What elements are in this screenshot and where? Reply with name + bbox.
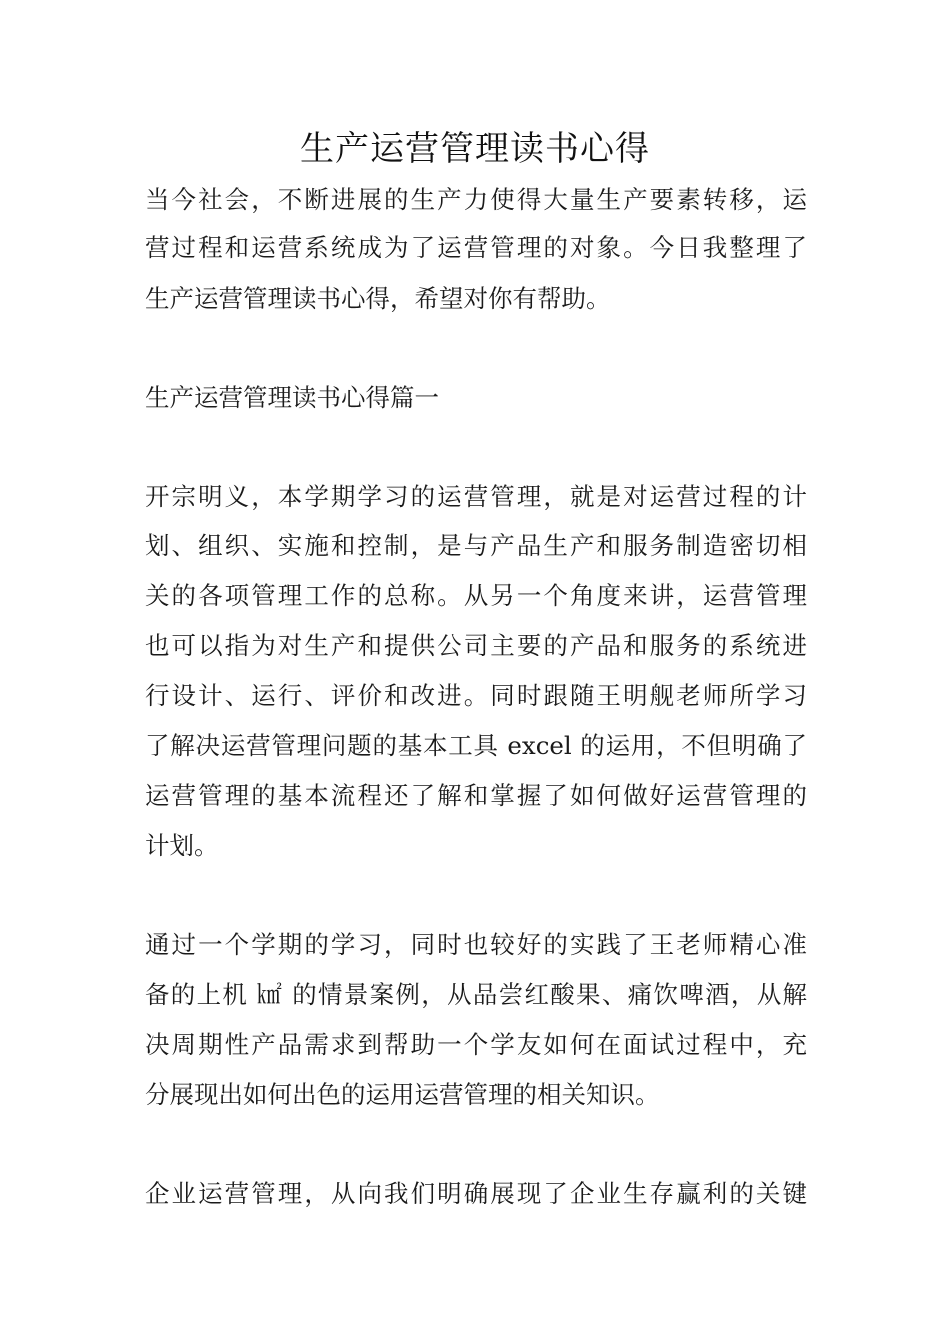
paragraph1-line-7: 运营管理的基本流程还了解和掌握了如何做好运营管理的	[145, 781, 807, 810]
paragraph1-line-3: 关的各项管理工作的总称。从另一个角度来讲，运营管理	[145, 581, 807, 610]
intro-line-2: 营过程和运营系统成为了运营管理的对象。今日我整理了	[145, 233, 807, 262]
document-title: 生产运营管理读书心得	[300, 129, 650, 169]
paragraph1-line-6: 了解决运营管理问题的基本工具 excel 的运用，不但明确了	[145, 731, 807, 760]
paragraph1-line-8: 计划。	[145, 831, 219, 860]
section-heading: 生产运营管理读书心得篇一	[145, 383, 439, 412]
paragraph2-line-1: 通过一个学期的学习，同时也较好的实践了王老师精心准	[145, 930, 807, 959]
paragraph1-line-2: 划、组织、实施和控制，是与产品生产和服务制造密切相	[145, 531, 807, 560]
paragraph2-line-4: 分展现出如何出色的运用运营管理的相关知识。	[145, 1080, 660, 1109]
paragraph1-line-4: 也可以指为对生产和提供公司主要的产品和服务的系统进	[145, 631, 807, 660]
paragraph2-line-2: 备的上机 ㎢ 的情景案例，从品尝红酸果、痛饮啤酒，从解	[145, 980, 807, 1009]
paragraph2-line-3: 决周期性产品需求到帮助一个学友如何在面试过程中，充	[145, 1030, 807, 1059]
intro-line-1: 当今社会，不断进展的生产力使得大量生产要素转移，运	[145, 185, 807, 214]
paragraph1-line-5: 行设计、运行、评价和改进。同时跟随王明舰老师所学习	[145, 681, 807, 710]
paragraph1-line-1: 开宗明义，本学期学习的运营管理，就是对运营过程的计	[145, 482, 807, 511]
intro-line-3: 生产运营管理读书心得，希望对你有帮助。	[145, 284, 611, 313]
paragraph3-line-1: 企业运营管理，从向我们明确展现了企业生存赢利的关键	[145, 1179, 807, 1208]
